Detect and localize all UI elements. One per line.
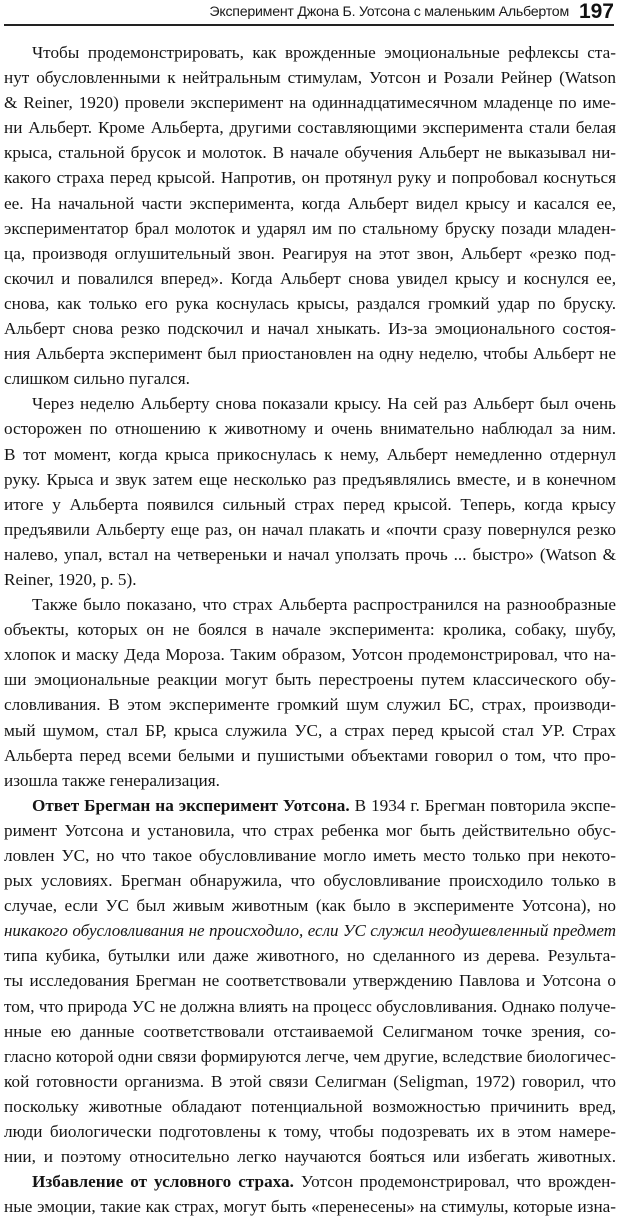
text-line: Через неделю Альберту снова показали крысу. На сей раз Альберт был очень — [32, 394, 616, 414]
text-line: нут обусловленными к нейтральным стимулам, Уотсон и Розали Рейнер (Watson — [4, 68, 616, 88]
text-line: словливания. В этом эксперименте громкий шум служил БС, страх, производи- — [4, 695, 616, 715]
text-line — [4, 793, 616, 818]
paragraph-2 — [4, 391, 616, 592]
text-line: гласно которой одни связи формируются легче, чем другие, вследствие биологичес- — [4, 1046, 616, 1066]
text-line: рых условиях. Брегман обнаружила, что обусловливание происходило только в — [4, 871, 616, 891]
text-line: нные ею данные соответствовали отстаиваемой Селигманом точке зрения, со- — [4, 1021, 616, 1041]
text-line — [4, 1169, 616, 1194]
text-line: изошла также генерализация. — [4, 770, 220, 790]
text-line: слишком сильно пугался. — [4, 369, 190, 389]
text-line: какого страха перед крысой. Напротив, он протянул руку и попробовал коснуться — [4, 168, 616, 188]
text-line: мый шумом, стал БР, крыса служила УС, а страх перед крысой стал УР. Страх — [4, 720, 616, 740]
text-line: скочил и повалился вперед». Когда Альберт снова увидел крысу и коснулся ее, — [4, 268, 616, 288]
text-line: Чтобы продемонстрировать, как врожденные эмоциональные рефлексы ста- — [32, 43, 616, 62]
section-heading-bregman: Ответ Брегман на эксперимент Уотсона. — [32, 795, 350, 815]
paragraph-3 — [4, 592, 616, 793]
paragraph-fear-extinction — [4, 1169, 616, 1219]
paragraph-1 — [4, 40, 616, 391]
text-fragment: В 1934 г. Брегман повторила экспе- — [349, 795, 616, 815]
italic-text-line: никакого обусловливания не происходило, если УС служил неодушевленный предмет — [4, 921, 616, 941]
text-line: В тот момент, когда крыса прикоснулась к нему, Альберт немедленно отдернул — [4, 444, 616, 464]
text-fragment: Уотсон продемонстрировал, что врожден- — [293, 1172, 616, 1192]
text-line: нии, и поэтому относительно легко научаются бояться или избегать животных. — [4, 1147, 616, 1167]
text-line: Альберта перед всеми белыми и пушистыми объектами говорил о том, что про- — [4, 745, 616, 765]
text-line: ее. На начальной части эксперимента, когда Альберт видел крысу и касался ее, — [4, 193, 616, 213]
text-line: снова, как только его рука коснулась крысы, раздался громкий удар по бруску. — [4, 293, 616, 313]
page-number: 197 — [578, 0, 614, 23]
text-line: & Reiner, 1920) провели эксперимент на одиннадцатимесячном младенце по име- — [4, 93, 616, 113]
paragraph-bregman — [4, 793, 616, 1169]
text-line: экспериментатор брал молоток и ударял им по стальному бруску позади младен- — [4, 218, 616, 238]
section-heading-extinction: Избавление от условного страха. — [32, 1172, 294, 1192]
text-line: руку. Крыса и звук затем еще несколько раз предъявлялись вместе, и в конечном — [4, 469, 616, 489]
text-line: налево, упал, встал на четвереньки и начал уползать прочь ... быстро» (Watson & — [4, 544, 616, 564]
text-line: крыса, стальной брусок и молоток. В начале обучения Альберт не выказывал ни- — [4, 143, 616, 163]
text-line: ловлен УС, но что такое обусловливание могло иметь место только при некото- — [4, 846, 616, 865]
text-line: том, что природа УС не должна влиять на процесс обусловливания. Однако получе- — [4, 996, 616, 1016]
text-line: кой готовности организма. В этой связи Селигман (Seligman, 1972) говорил, что — [4, 1071, 616, 1091]
text-line: Также было показано, что страх Альберта распространился на разнообразные — [32, 595, 616, 615]
text-line: случае, если УС был живым животным (как было в эксперименте Уотсона), но — [4, 896, 616, 916]
text-line: ни Альберт. Кроме Альберта, другими составляющими эксперимента стали белая — [4, 118, 616, 138]
body-text — [4, 40, 616, 1219]
text-line: типа кубика, бутылки или даже животного, но сделанного из дерева. Результа- — [4, 946, 616, 966]
text-line: ты исследования Брегман не соответствовали утверждению Павлова и Уотсона о — [4, 971, 616, 991]
text-line: ца, производя оглушительный звон. Реагируя на этот звон, Альберт «резко под- — [4, 243, 616, 263]
text-line: поскольку животные обладают потенциальной возможностью причинить вред, — [4, 1096, 616, 1116]
text-line: ния Альберта эксперимент был приостановлен на одну неделю, чтобы Альберт не — [4, 344, 616, 364]
text-line: предъявили Альберту еще раз, он начал плакать и «почти сразу повернулся резко — [4, 519, 616, 539]
text-line: осторожен по отношению к животному и очень внимательно наблюдал за ним. — [4, 419, 616, 439]
text-line: римент Уотсона и установила, что страх ребенка мог быть действительно обус- — [4, 820, 616, 840]
running-header — [4, 0, 614, 26]
text-line: люди биологически подготовлены к тому, чтобы подозревать их в этом намере- — [4, 1122, 616, 1142]
text-line: Reiner, 1920, p. 5). — [4, 569, 137, 589]
text-line: ши эмоциональные реакции могут быть перестроены путем классического обу- — [4, 670, 616, 690]
text-line: объекты, которых он не боялся в начале эксперимента: кролика, собаку, шубу, — [4, 620, 616, 640]
running-title: Эксперимент Джона Б. Уотсона с маленьким Альбертом — [209, 4, 569, 20]
text-line: хлопок и маску Деда Мороза. Таким образом, Уотсон продемонстрировал, что на- — [4, 645, 616, 665]
text-line: ные эмоции, такие как страх, могут быть «перенесены» на стимулы, которые изна- — [4, 1197, 616, 1217]
text-line: итоге у Альберта появился сильный страх перед крысой. Теперь, когда крысу — [4, 494, 616, 514]
text-line: Альберт снова резко подскочил и начал хныкать. Из-за эмоционального состоя- — [4, 319, 616, 339]
